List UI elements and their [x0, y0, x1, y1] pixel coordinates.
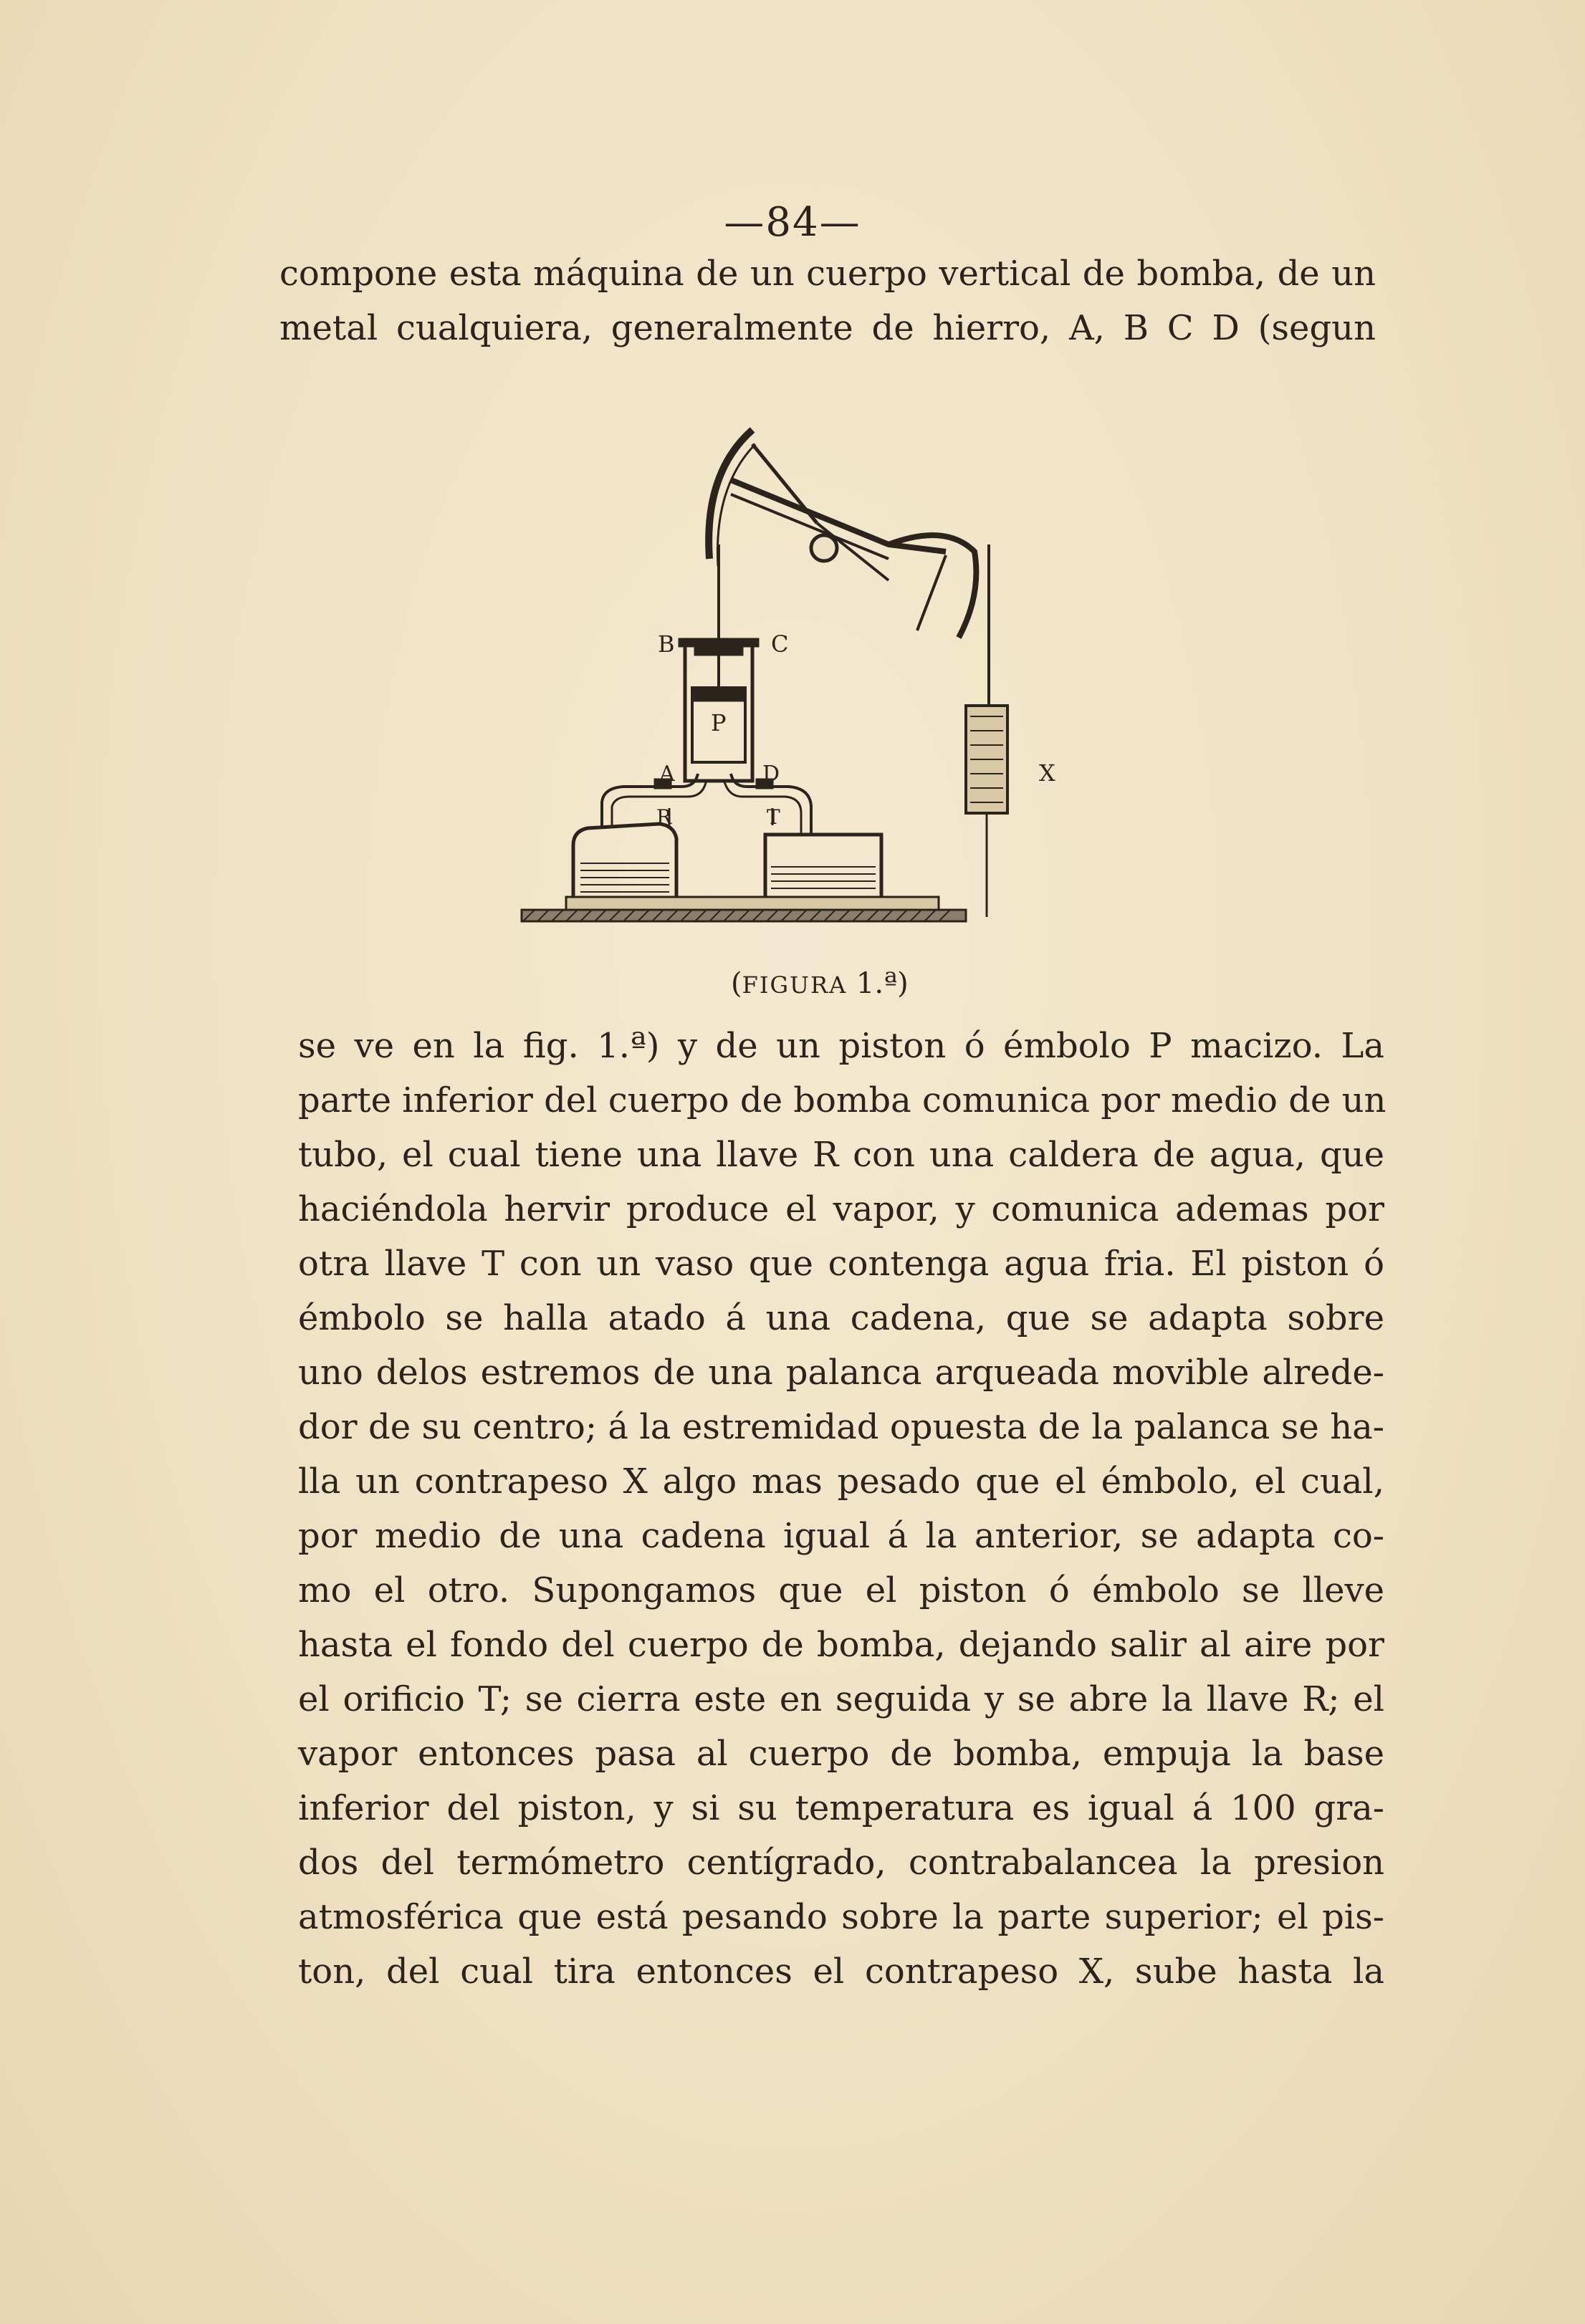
text-line: se ve en la fig. 1.ª) y de un piston ó émbolo P macizo. La: [298, 1026, 1384, 1066]
label-d: D: [762, 762, 780, 787]
text-line: mo el otro. Supongamos que el piston ó émbolo se lleve: [298, 1570, 1384, 1610]
text-line: tubo, el cual tiene una llave R con una caldera de agua, que: [298, 1135, 1384, 1175]
caption-word: FIGURA: [742, 971, 848, 999]
text-line: el orificio T; se cierra este en seguida y se abre la llave R; el: [298, 1679, 1384, 1719]
figure-caption: [731, 967, 1017, 1000]
text-line: por medio de una cadena igual á la anterior, se adapta co-: [298, 1516, 1384, 1556]
label-p: P: [711, 709, 727, 736]
text-line: haciéndola hervir produce el vapor, y comunica ademas por: [298, 1189, 1384, 1229]
text-line: parte inferior del cuerpo de bomba comunica por medio de un: [298, 1080, 1387, 1120]
text-line: hasta el fondo del cuerpo de bomba, dejando salir al aire por: [298, 1625, 1384, 1665]
caption-number: 1.ª): [847, 967, 909, 1000]
label-t: T: [767, 805, 780, 829]
label-b: B: [658, 630, 675, 658]
caption-open: (: [731, 967, 742, 1000]
text-line: compone esta máquina de un cuerpo vertical de bomba, de un: [279, 254, 1376, 294]
text-line: ton, del cual tira entonces el contrapeso X, sube hasta la: [298, 1951, 1384, 1992]
text-line: uno delos estremos de una palanca arqueada movible alrede-: [298, 1353, 1384, 1393]
text-line: dor de su centro; á la estremidad opuesta de la palanca se ha-: [298, 1407, 1384, 1447]
text-line: lla un contrapeso X algo mas pesado que el émbolo, el cual,: [298, 1461, 1384, 1502]
text-line: atmosférica que está pesando sobre la parte superior; el pis-: [298, 1897, 1384, 1937]
label-x: X: [1039, 759, 1055, 787]
figure-steam-engine: [516, 416, 1146, 946]
text-line: inferior del piston, y si su temperatura es igual á 100 gra-: [298, 1788, 1384, 1828]
label-r: R: [656, 805, 672, 829]
steam-engine-illustration: [516, 416, 1146, 946]
text-line: otra llave T con un vaso que contenga agua fria. El piston ó: [298, 1244, 1384, 1284]
text-line: émbolo se halla atado á una cadena, que se adapta sobre: [298, 1298, 1384, 1338]
text-line: dos del termómetro centígrado, contrabalancea la presion: [298, 1843, 1384, 1883]
text-line: metal cualquiera, generalmente de hierro, A, B C D (segun: [279, 308, 1376, 348]
label-a: A: [659, 762, 675, 787]
page-number: —84—: [724, 199, 861, 246]
label-c: C: [771, 630, 789, 658]
text-line: vapor entonces pasa al cuerpo de bomba, empuja la base: [298, 1734, 1384, 1774]
